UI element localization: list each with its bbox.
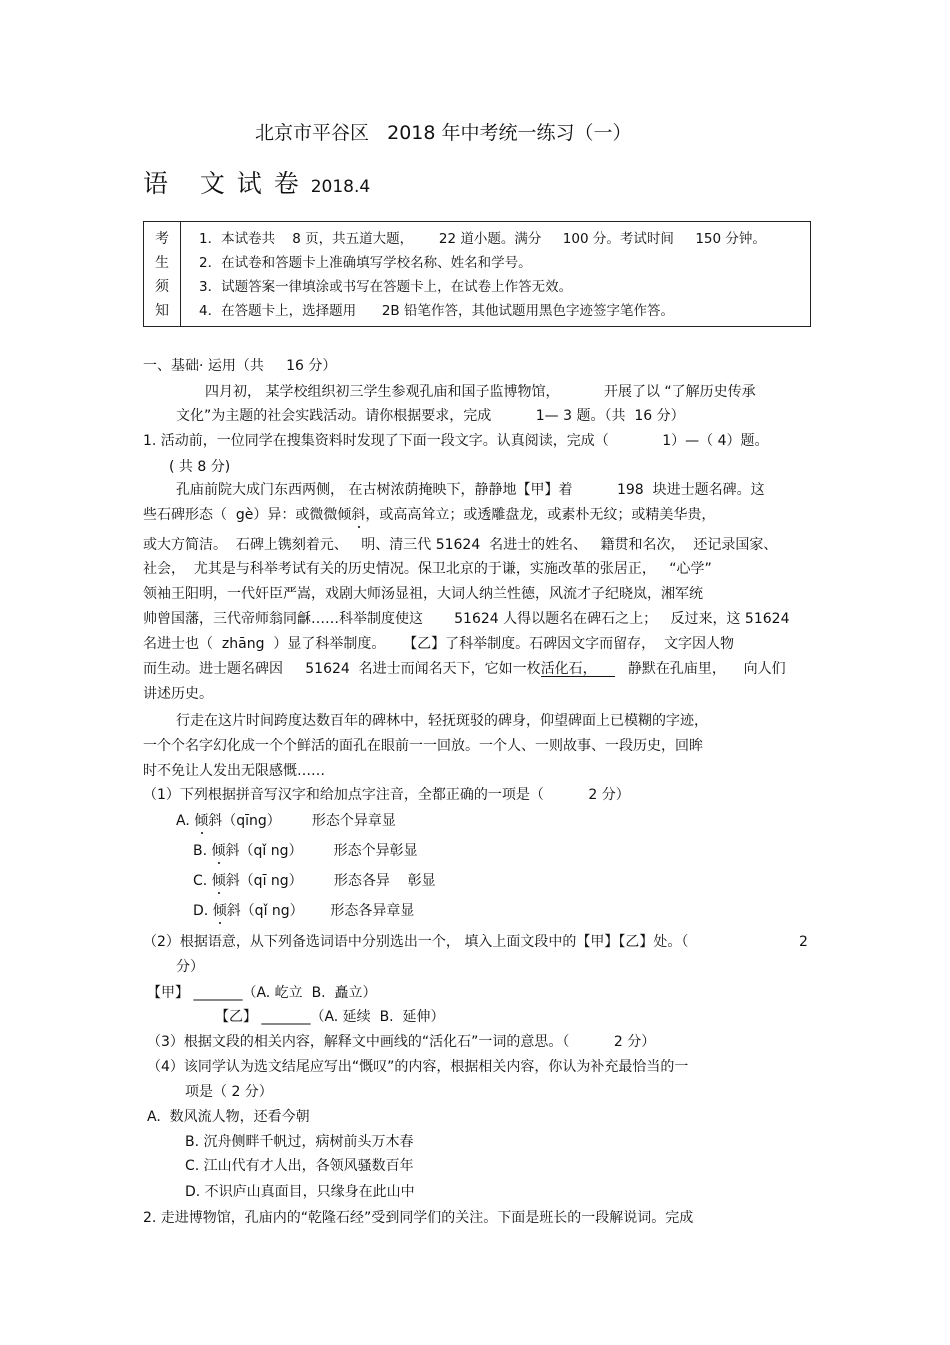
passage-line: 孔庙前院大成门东西两侧， 在古树浓荫掩映下，静静地【甲】着 198 块进士题名碑。这 — [176, 482, 765, 498]
subquestion-3: （3）根据文段的相关内容，解释文中画线的“活化石”一词的意思。（ 2 分） — [147, 1034, 656, 1050]
subquestion-2: （2）根据语意，从下列备选词语中分别选出一个， 填入上面文段中的【甲】【乙】处。（ — [143, 934, 689, 950]
subquestion-4-cont: 项是（ 2 分） — [185, 1084, 273, 1100]
blank-yi: 【乙】 _______（A. 延续 B. 延伸） — [215, 1009, 445, 1025]
answer-option-b: B. 沉舟侧畔千帆过，病树前头万木春 — [185, 1134, 414, 1150]
option-letter: A. — [176, 813, 195, 829]
notice-rule: 2．在试卷和答题卡上准确填写学校名称、姓名和学号。 — [199, 255, 532, 271]
option-d — [193, 904, 414, 918]
answer-option-c: C. 江山代有才人出，各领风骚数百年 — [185, 1158, 414, 1174]
option-text: 斜（qīng） 形态个异章显 — [208, 813, 396, 829]
dotted-char: 倾 — [211, 843, 226, 859]
subquestion-2-score-unit: 分） — [176, 959, 204, 975]
question-1-score: ( 共 8 分) — [169, 459, 231, 475]
passage-line: 时不免让人发出无限感慨…… — [143, 763, 325, 779]
subject-label: 语 文 试 卷 — [143, 169, 311, 198]
intro-line: 文化”为主题的社会实践活动。请你根据要求，完成 1— 3 题。（共 16 分） — [176, 408, 685, 424]
option-c — [193, 874, 436, 888]
passage-line: 名进士也（ zhāng ）显了科举制度。 【乙】了科举制度。石碑因文字而留存， 文字因人物 — [143, 636, 735, 652]
answer-option-a: A. 数风流人物，还看今朝 — [147, 1109, 310, 1125]
passage-line: 帅曾国藩，三代帝师翁同龢……科举制度使这 51624 人得以题名在碑石之上； 反过来，这 51624 — [143, 611, 790, 627]
exam-subject-title — [143, 171, 370, 196]
side-char: 生 — [155, 255, 169, 271]
option-a — [176, 814, 396, 828]
option-text: 斜（qī ng） 形态各异 彰显 — [225, 873, 436, 889]
notice-rule: 3．试题答案一律填涂或书写在答题卡上，在试卷上作答无效。 — [199, 279, 573, 295]
subquestion-4: （4）该同学认为选文结尾应写出“慨叹”的内容，根据相关内容，你认为补充最恰当的一 — [147, 1059, 689, 1075]
exam-date: 2018.4 — [310, 177, 371, 197]
question-2-stem: 2. 走进博物馆，孔庙内的“乾隆石经”受到同学们的关注。下面是班长的一段解说词。完成 — [143, 1210, 694, 1226]
option-letter: D. — [193, 903, 213, 919]
passage-line: 行走在这片时间跨度达数百年的碑林中，轻抚斑驳的碑身，仰望碑面上已模糊的字迹， — [176, 713, 708, 729]
passage-line: 一个个名字幻化成一个个鲜活的面孔在眼前一一回放。一个人、一则故事、一段历史，回眸 — [143, 738, 703, 754]
underlined-term: 活化石， — [540, 661, 615, 677]
exam-title: 北京市平谷区 2018 年中考统一练习（一） — [255, 122, 632, 144]
option-text: 斜（qǐ ng） 形态各异章显 — [226, 903, 415, 919]
subquestion-1: （1）下列根据拼音写汉字和给加点字注音，全都正确的一项是（ 2 分） — [143, 787, 630, 803]
passage-line: 领袖王阳明，一代奸臣严嵩，戏剧大师汤显祖，大词人纳兰性德，风流才子纪晓岚，湘军统 — [143, 586, 703, 602]
notice-rule: 4．在答题卡上，选择题用 2B 铅笔作答，其他试题用黑色字迹签字笔作答。 — [199, 303, 674, 319]
subquestion-2-score: 2 — [799, 934, 808, 950]
exam-notice-box — [143, 221, 811, 327]
dotted-char: 斜 — [351, 507, 366, 523]
passage-text: 些石碑形态（ gè）异：或微微倾 — [143, 507, 352, 523]
side-char: 须 — [155, 279, 169, 295]
passage-line: 或大方简洁。 石碑上镌刻着元、 明、清三代 51624 名进士的姓名、 籍贯和名次， 还记录国家、 — [143, 537, 778, 553]
intro-line: 四月初， 某学校组织初三学生参观孔庙和国子监博物馆， 开展了以 “了解历史传承 — [205, 384, 756, 400]
passage-text: ，或高高耸立；或透雕盘龙，或素朴无纹；或精美华贵， — [365, 507, 716, 523]
notice-side-label — [144, 222, 181, 327]
passage-line: 社会， 尤其是与科举考试有关的历史情况。保卫北京的于谦，实施改革的张居正， “心学” — [143, 561, 712, 577]
notice-rule: 1．本试卷共 8 页，共五道大题， 22 道小题。满分 100 分。考试时间 150 分钟。 — [199, 231, 766, 247]
side-char: 考 — [155, 231, 169, 247]
option-b — [193, 844, 418, 858]
option-letter: C. — [193, 873, 212, 889]
option-text: 斜（qǐ ng） 形态个异彰显 — [225, 843, 418, 859]
passage-line — [143, 662, 786, 677]
answer-option-d: D. 不识庐山真面目，只缘身在此山中 — [185, 1184, 415, 1200]
notice-rules — [181, 222, 811, 327]
dotted-char: 倾 — [194, 813, 209, 829]
dotted-char: 倾 — [212, 903, 227, 919]
passage-text: 而生动。进士题名碑因 51624 名进士而闻名天下，它如一枚 — [143, 661, 541, 677]
passage-text: 静默在孔庙里， 向人们 — [614, 661, 786, 677]
side-char: 知 — [155, 303, 169, 319]
dotted-char: 倾 — [211, 873, 226, 889]
blank-jia: 【甲】 _______（A. 屹立 B. 矗立） — [147, 985, 377, 1001]
passage-line — [143, 508, 715, 522]
option-letter: B. — [193, 843, 212, 859]
question-1-stem: 1. 活动前，一位同学在搜集资料时发现了下面一段文字。认真阅读，完成（ 1）—（ 4）题。 — [143, 433, 769, 449]
section-heading: 一、基础· 运用（共 16 分） — [143, 358, 337, 374]
passage-line: 讲述历史。 — [143, 686, 213, 702]
